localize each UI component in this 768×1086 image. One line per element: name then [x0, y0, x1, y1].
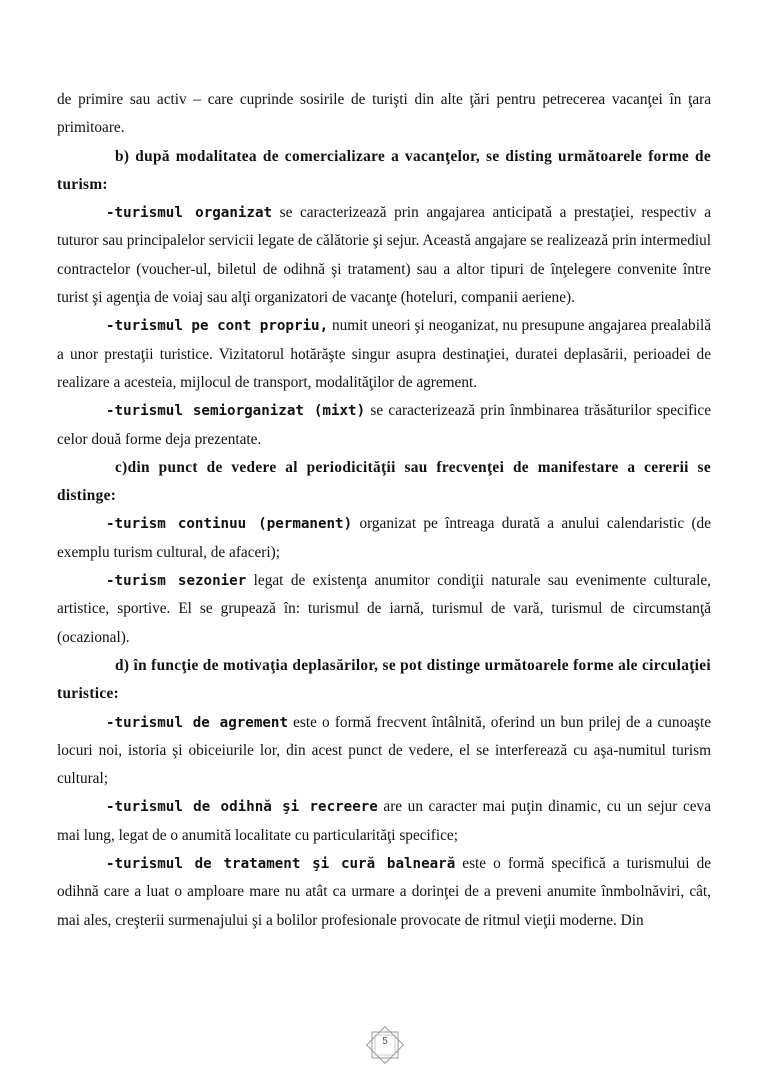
term-label: -turismul semiorganizat (mixt) [106, 403, 366, 420]
term-label: -turismul de agrement [106, 714, 288, 731]
term-label: -turismul de odihnă şi recreere [106, 799, 378, 816]
section-heading-b: b) după modalitatea de comercializare a vacanţelor, se disting următoarele forme de turism: [57, 147, 711, 193]
term-label: -turismul de tratament şi cură balneară [106, 856, 456, 873]
paragraph-turismul-agrement: -turismul de agrement este o formă frecvent întâlnită, oferind un bun prilej de a cunoaşte locuri noi, istoria şi obiceiurile lor, din acest punct de vedere, el se interferează cu aşa-numitul turism cultural; [57, 713, 712, 788]
term-label: -turism sezonier [106, 573, 247, 590]
paragraph-turism-continuu: -turism continuu (permanent) organizat pe întreaga durată a anului calendaristic (de exemplu turism cultural, de afaceri); [57, 515, 711, 561]
section-heading-c: c)din punct de vedere al periodicităţii sau frecvenţei de manifestare a cererii se distinge: [57, 458, 711, 505]
paragraph-intro: de primire sau activ – care cuprinde sosirile de turişti din alte ţări pentru petrecerea vacanţei în ţara primitoare. [57, 91, 711, 137]
paragraph-turismul-odihna: -turismul de odihnă şi recreere are un caracter mai puţin dinamic, cu un sejur ceva mai lung, legat de o anumită localitate cu particularităţi specifice; [57, 798, 711, 844]
paragraph-turismul-semiorganizat: -turismul semiorganizat (mixt) se caracterizează prin înmbinarea trăsăturilor specifice celor două forme deja prezentate. [57, 402, 711, 448]
paragraph-turism-sezonier: -turism sezonier legat de existenţa anumitor condiţii naturale sau evenimente culturale, artistice, sportive. El se grupează în: turismul de iarnă, turismul de vară, turismul de circumstanţă (ocazional). [57, 572, 711, 646]
section-heading-d: d) în funcţie de motivaţia deplasărilor, se pot distinge următoarele forme ale circulaţiei turistice: [57, 656, 711, 703]
paragraph-turismul-cont-propriu: -turismul pe cont propriu, numit uneori şi neoganizat, nu presupune angajarea prealabilă a unor prestaţii turistice. Vizitatorul hotărăşte singur asupra destinaţiei, duratei deplasării, perioadei de realizare a acesteia, mijlocul de transport, modalităţilor de agrement. [57, 317, 711, 391]
page-number-ornament [363, 1023, 407, 1067]
term-label: -turismul organizat [106, 205, 273, 222]
term-label: -turism continuu (permanent) [106, 516, 353, 533]
page-number: 5 [382, 1036, 388, 1047]
page-body [57, 86, 711, 935]
paragraph-turismul-organizat: -turismul organizat se caracterizează prin angajarea anticipată a prestaţiei, respectiv a tuturor sau principalelor servicii legate de călătorie şi sejur. Această angajare se realizează prin intermediul contractelor (voucher-ul, biletul de odihnă şi tratament) sau a altor tipuri de înţelegere convenite între turist şi agenţia de voiaj sau alţi organizatori de vacanţe (hoteluri, companii aeriene). [57, 204, 712, 307]
paragraph-turismul-tratament: -turismul de tratament şi cură balneară este o formă specifică a turismului de odihnă care a luat o amploare mare nu atât ca urmare a dorinţei de a preveni anumite înmbolnăviri, cât, mai ales, creşterii surmenajului şi a bolilor profesionale provocate de ritmul vieţii moderne. Din [57, 855, 712, 929]
term-label: -turismul pe cont propriu, [106, 318, 329, 335]
